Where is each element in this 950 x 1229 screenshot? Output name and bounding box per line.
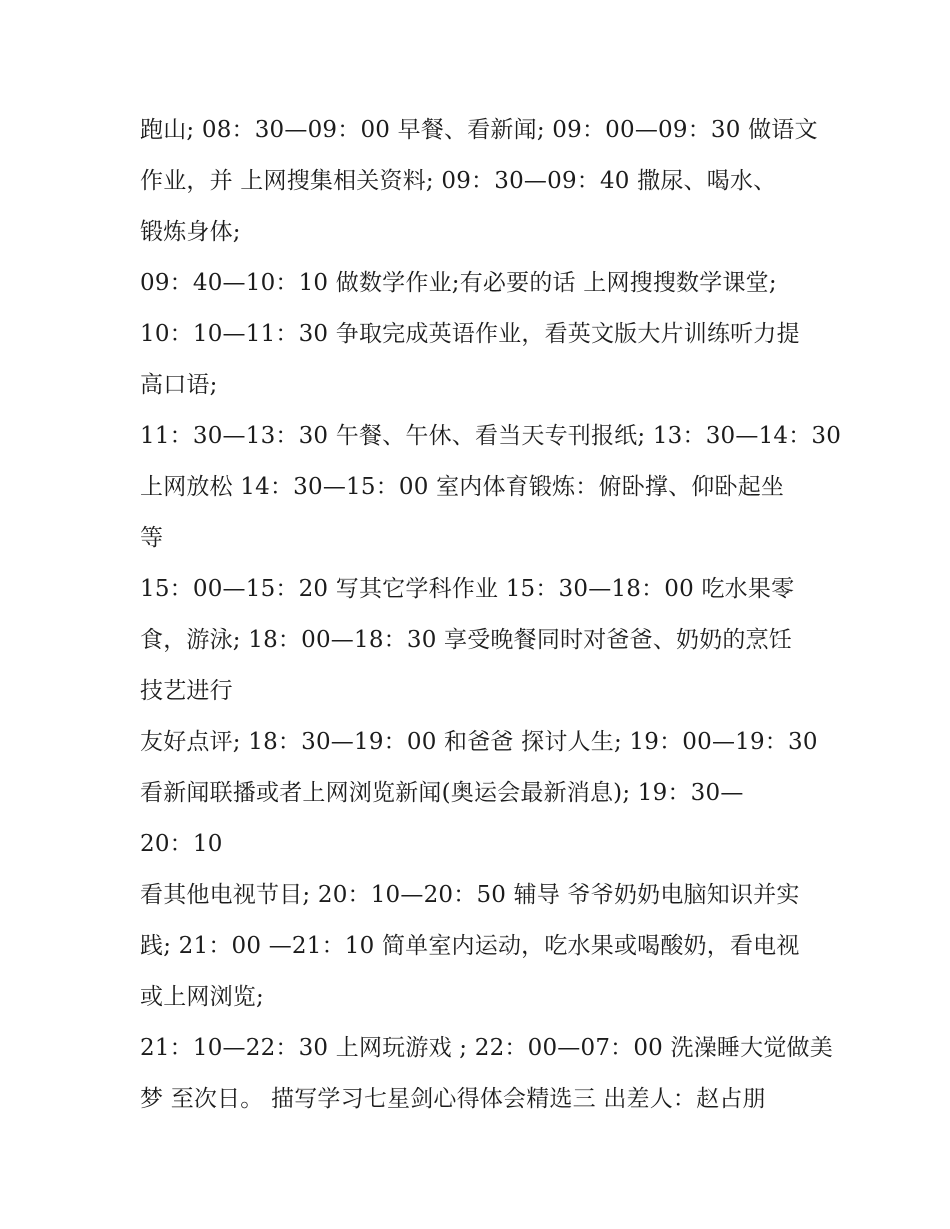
text-line: 10：10—11：30 争取完成英语作业，看英文版大片训练听力提 (140, 321, 800, 347)
text-line: 看新闻联播或者上网浏览新闻(奥运会最新消息); 19：30— (140, 780, 744, 806)
text-line: 等 (140, 525, 164, 551)
text-line: 高口语; (140, 372, 218, 398)
text-line: 09：40—10：10 做数学作业;有必要的话 上网搜搜数学课堂; (140, 270, 777, 296)
text-line: 跑山; 08：30—09：00 早餐、看新闻; 09：00—09：30 做语文 (140, 117, 818, 143)
text-line: 上网放松 14：30—15：00 室内体育锻炼：俯卧撑、仰卧起坐 (140, 474, 785, 500)
text-line: 食，游泳; 18：00—18：30 享受晚餐同时对爸爸、奶奶的烹饪 (140, 627, 793, 653)
text-line: 作业，并 上网搜集相关资料; 09：30—09：40 撒尿、喝水、 (140, 168, 777, 194)
text-line: 或上网浏览; (140, 984, 264, 1010)
text-line: 友好点评; 18：30—19：00 和爸爸 探讨人生; 19：00—19：30 (140, 729, 818, 755)
document-body (140, 105, 842, 1125)
text-line: 践; 21：00 —21：10 简单室内运动，吃水果或喝酸奶，看电视 (140, 933, 800, 959)
text-line: 锻炼身体; (140, 219, 241, 245)
text-line: 11：30—13：30 午餐、午休、看当天专刊报纸; 13：30—14：30 (140, 423, 842, 449)
text-line: 看其他电视节目; 20：10—20：50 辅导 爷爷奶奶电脑知识并实 (140, 882, 800, 908)
text-line: 20：10 (140, 831, 223, 857)
text-line: 梦 至次日。 描写学习七星剑心得体会精选三 出差人：赵占朋 (140, 1086, 766, 1112)
text-line: 15：00—15：20 写其它学科作业 15：30—18：00 吃水果零 (140, 576, 795, 602)
text-line: 21：10—22：30 上网玩游戏 ; 22：00—07：00 洗澡睡大觉做美 (140, 1035, 833, 1061)
text-line: 技艺进行 (140, 678, 233, 704)
